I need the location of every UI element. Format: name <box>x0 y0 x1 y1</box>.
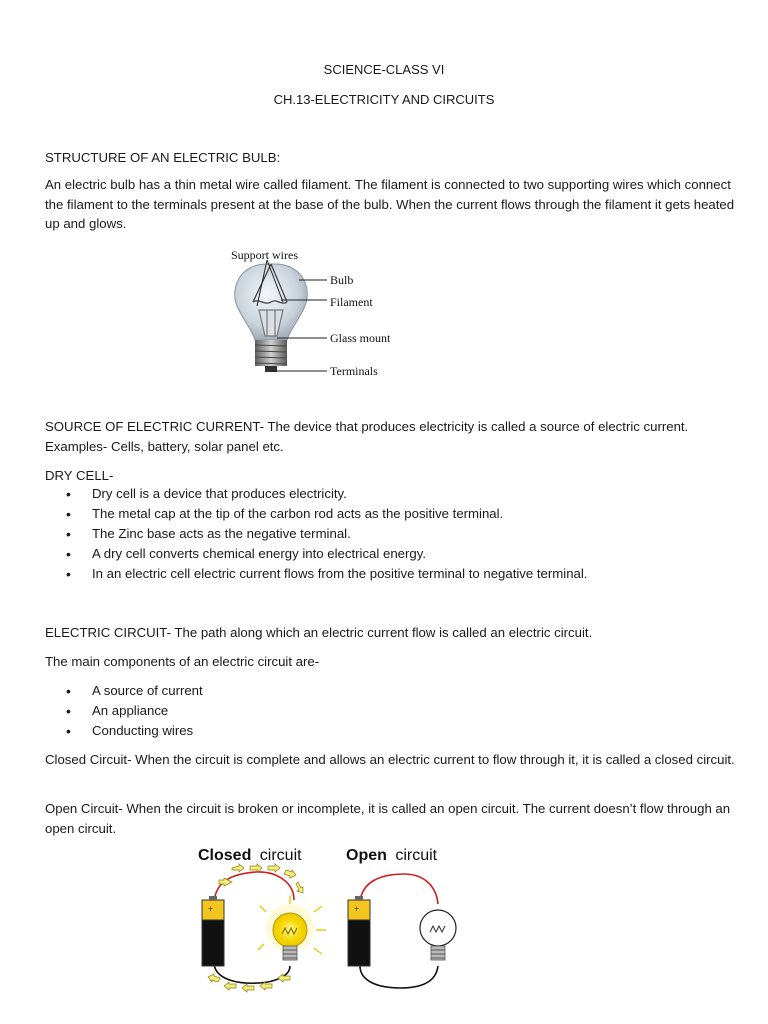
open-title-bold: Open <box>346 847 387 864</box>
closed-title-bold: Closed <box>198 847 252 864</box>
closed-circuit-paragraph: Closed Circuit- When the circuit is complete and allows an electric current to flow through it, it is called a closed circuit. <box>45 752 735 767</box>
closed-circuit-title <box>198 847 302 864</box>
closed-bulb <box>266 904 314 960</box>
label-support-wires: Support wires <box>231 248 298 262</box>
components-intro: The main components of an electric circuit are- <box>45 654 320 669</box>
list-item: • Dry cell is a device that produces electricity. <box>66 484 736 504</box>
closed-battery <box>202 896 224 966</box>
label-terminals: Terminals <box>330 364 378 378</box>
open-bulb <box>420 910 456 960</box>
list-item: • A dry cell converts chemical energy into electrical energy. <box>66 544 736 564</box>
open-battery-plus: + <box>354 904 360 914</box>
list-item: • An appliance <box>66 701 736 721</box>
dry-cell-heading: DRY CELL- <box>45 468 114 483</box>
dry-cell-list <box>66 484 736 584</box>
bulb-base <box>255 340 287 372</box>
open-circuit-paragraph: Open Circuit- When the circuit is broken or incomplete, it is called an open circuit. The current doesn’t flow through an open circuit. <box>45 801 731 836</box>
bulb-diagram <box>225 244 415 384</box>
circuit-figure <box>190 838 470 998</box>
open-circuit-title <box>346 847 438 864</box>
closed-battery-plus: + <box>208 904 214 914</box>
list-item: • In an electric cell electric current flows from the positive terminal to negative terminal. <box>66 564 736 584</box>
current-arrows-top <box>219 864 303 893</box>
open-title-rest: circuit <box>395 847 438 864</box>
label-bulb: Bulb <box>330 273 354 287</box>
bulb-heading: STRUCTURE OF AN ELECTRIC BULB: <box>45 150 281 165</box>
open-battery <box>348 896 370 966</box>
list-item: • A source of current <box>66 681 736 701</box>
closed-title-rest: circuit <box>259 847 302 864</box>
list-item: • The metal cap at the tip of the carbon rod acts as the positive terminal. <box>66 504 736 524</box>
source-paragraph: SOURCE OF ELECTRIC CURRENT- The device that produces electricity is called a source of electric current. Examples- Cells, battery, solar panel etc. <box>45 419 689 454</box>
bulb-paragraph: An electric bulb has a thin metal wire called filament. The filament is connected to two supporting wires which connect the filament to the terminals present at the base of the bulb. When the current flows through the filament it gets heated up and glows. <box>45 177 735 232</box>
circuit-definition: ELECTRIC CIRCUIT- The path along which an electric current flow is called an electric circuit. <box>45 625 593 640</box>
label-glass-mount: Glass mount <box>330 331 391 345</box>
list-item: • The Zinc base acts as the negative terminal. <box>66 524 736 544</box>
list-item: • Conducting wires <box>66 721 736 741</box>
class-title: SCIENCE-CLASS VI <box>323 62 445 77</box>
components-list <box>66 681 736 741</box>
chapter-title: CH.13-ELECTRICITY AND CIRCUITS <box>273 92 495 107</box>
label-filament: Filament <box>330 295 373 309</box>
